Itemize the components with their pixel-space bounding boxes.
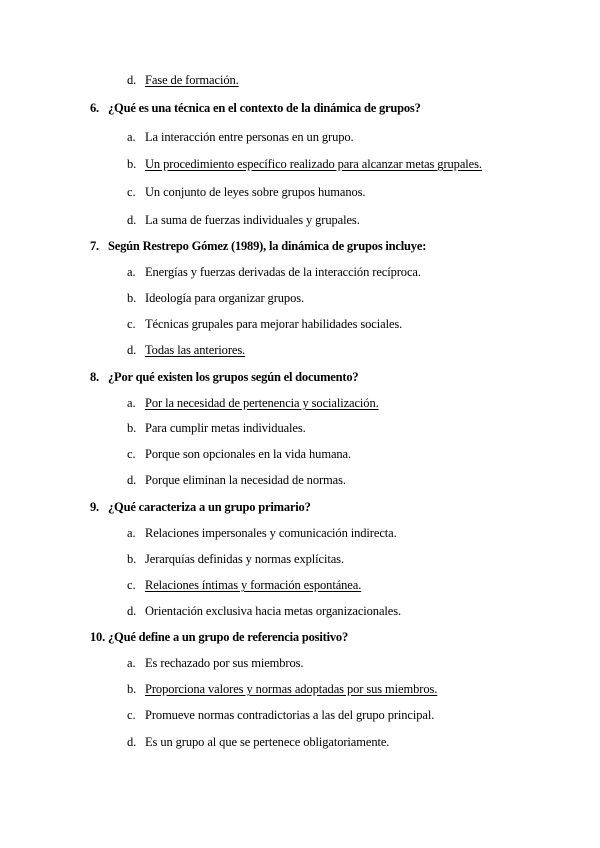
- option-item: [127, 290, 304, 306]
- question-number: 7.: [90, 239, 99, 253]
- option-text: Técnicas grupales para mejorar habilidades sociales.: [145, 317, 403, 331]
- option-text: Orientación exclusiva hacia metas organizacionales.: [145, 604, 402, 618]
- option-item: [127, 655, 303, 671]
- option-letter: b.: [127, 682, 137, 696]
- question-text: ¿Qué caracteriza a un grupo primario?: [108, 500, 311, 514]
- option-item: [127, 395, 379, 411]
- option-text-correct: Un procedimiento específico realizado para alcanzar metas grupales.: [145, 157, 482, 171]
- option-item: [127, 212, 360, 228]
- option-item: [127, 316, 402, 332]
- option-item: [127, 734, 389, 750]
- option-letter: c.: [127, 317, 136, 331]
- option-item: [127, 472, 346, 488]
- option-letter: b.: [127, 157, 137, 171]
- option-text: Promueve normas contradictorias a las del grupo principal.: [145, 708, 435, 722]
- question-number: 8.: [90, 370, 99, 384]
- option-letter: c.: [127, 708, 136, 722]
- question-text: Según Restrepo Gómez (1989), la dinámica de grupos incluye:: [108, 239, 427, 253]
- option-text: Energías y fuerzas derivadas de la interacción recíproca.: [145, 265, 421, 279]
- option-letter: d.: [127, 735, 137, 749]
- option-text: Es rechazado por sus miembros.: [145, 656, 304, 670]
- option-text-correct: Proporciona valores y normas adoptadas por sus miembros.: [145, 682, 438, 696]
- question-10: [90, 629, 348, 645]
- option-text-correct: Por la necesidad de pertenencia y socialización.: [145, 396, 379, 410]
- option-item: [127, 72, 239, 88]
- option-item: [127, 156, 482, 172]
- option-item: [127, 707, 434, 723]
- option-item: [127, 129, 354, 145]
- option-letter: a.: [127, 265, 136, 279]
- option-letter: d.: [127, 604, 137, 618]
- question-text: ¿Qué define a un grupo de referencia positivo?: [108, 630, 348, 644]
- option-letter: c.: [127, 185, 136, 199]
- option-letter: a.: [127, 130, 136, 144]
- option-letter: d.: [127, 473, 137, 487]
- question-number: 9.: [90, 500, 99, 514]
- option-item: [127, 577, 361, 593]
- question-text: ¿Por qué existen los grupos según el documento?: [108, 370, 359, 384]
- option-item: [127, 681, 437, 697]
- option-text-correct: Todas las anteriores.: [145, 343, 246, 357]
- option-letter: d.: [127, 213, 137, 227]
- option-text: Relaciones impersonales y comunicación indirecta.: [145, 526, 397, 540]
- option-text: Ideología para organizar grupos.: [145, 291, 305, 305]
- option-letter: b.: [127, 291, 137, 305]
- option-item: [127, 603, 401, 619]
- option-letter: d.: [127, 73, 137, 87]
- option-letter: c.: [127, 578, 136, 592]
- question-6: [90, 100, 421, 116]
- option-item: [127, 342, 245, 358]
- option-item: [127, 446, 351, 462]
- option-item: [127, 551, 344, 567]
- option-text: Para cumplir metas individuales.: [145, 421, 306, 435]
- option-text: La suma de fuerzas individuales y grupales.: [145, 213, 360, 227]
- question-8: [90, 369, 358, 385]
- option-text: La interacción entre personas en un grupo.: [145, 130, 354, 144]
- option-item: [127, 264, 421, 280]
- option-text: Porque son opcionales en la vida humana.: [145, 447, 352, 461]
- option-letter: a.: [127, 526, 136, 540]
- option-text: Es un grupo al que se pertenece obligatoriamente.: [145, 735, 390, 749]
- question-9: [90, 499, 311, 515]
- option-letter: c.: [127, 447, 136, 461]
- question-number: 6.: [90, 101, 99, 115]
- option-text: Un conjunto de leyes sobre grupos humanos.: [145, 185, 366, 199]
- question-text: ¿Qué es una técnica en el contexto de la dinámica de grupos?: [108, 101, 421, 115]
- option-item: [127, 184, 365, 200]
- option-text: Porque eliminan la necesidad de normas.: [145, 473, 346, 487]
- question-number: 10.: [90, 630, 106, 644]
- option-letter: b.: [127, 421, 137, 435]
- option-text-correct: Fase de formación.: [145, 73, 239, 87]
- option-letter: a.: [127, 656, 136, 670]
- option-letter: b.: [127, 552, 137, 566]
- option-letter: d.: [127, 343, 137, 357]
- option-item: [127, 525, 397, 541]
- option-letter: a.: [127, 396, 136, 410]
- question-7: [90, 238, 426, 254]
- option-text: Jerarquías definidas y normas explícitas.: [145, 552, 344, 566]
- option-item: [127, 420, 306, 436]
- option-text-correct: Relaciones íntimas y formación espontánea.: [145, 578, 362, 592]
